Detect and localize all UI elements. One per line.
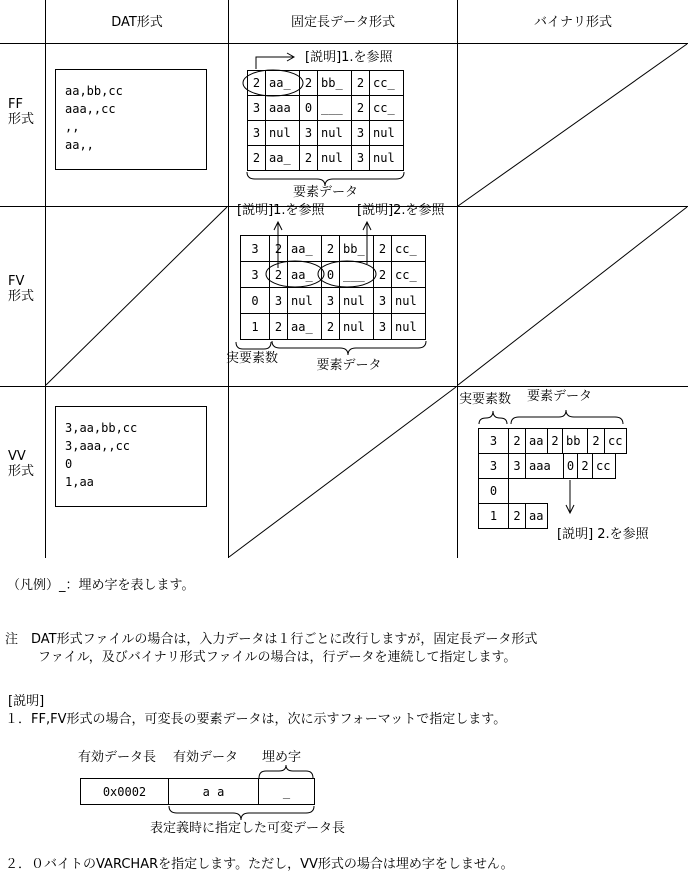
legend-text: （凡例）_：埋め字を表します。	[7, 578, 195, 593]
table-cell: 2	[269, 235, 288, 262]
ff-dat-line: ,,	[65, 120, 80, 134]
fmt-caption: 表定義時に指定した可変データ長	[150, 821, 346, 836]
row-label-fv	[8, 274, 34, 304]
table-cell: aaa	[525, 453, 564, 479]
ff-dat-line: aa,bb,cc	[65, 84, 123, 98]
ff-ref-label: [説明]1.を参照	[305, 50, 393, 65]
table-cell: 3	[351, 120, 370, 146]
table-row	[478, 453, 627, 479]
row-label-vv-line2: 形式	[8, 464, 35, 479]
ff-under-brace	[247, 172, 404, 186]
row-label-ff	[8, 97, 34, 127]
table-cell: 2	[299, 145, 318, 171]
table-cell: nul	[317, 120, 352, 146]
fv-count-brace	[236, 342, 271, 349]
grid-hline-ff-fv	[0, 206, 688, 207]
fv-ref-label-1: [説明]1.を参照	[237, 203, 325, 218]
fv-data-brace	[272, 341, 426, 355]
table-cell: 0	[299, 95, 318, 121]
fmt-label-data: 有効データ	[173, 750, 239, 765]
table-cell: nul	[391, 313, 426, 340]
table-cell: nul	[317, 145, 352, 171]
vv-data-label: 要素データ	[527, 389, 593, 404]
fmt-table	[80, 778, 315, 805]
row-label-vv	[8, 449, 34, 479]
table-cell: nul	[369, 120, 404, 146]
vv-dat-box	[55, 406, 207, 507]
table-row	[80, 778, 315, 805]
note-line2: ファイル，及びバイナリ形式ファイルの場合は，行データを連続して指定します。	[38, 650, 517, 665]
table-cell: bb_	[339, 235, 374, 262]
row-label-fv-line1: FV	[8, 274, 25, 289]
table-cell: 3	[240, 261, 270, 288]
ff-dat-line: aaa,,cc	[65, 102, 116, 116]
row-label-fv-line2: 形式	[8, 289, 35, 304]
desc-item1: １．FF,FV形式の場合，可変長の要素データは，次に示すフォーマットで指定します。	[5, 712, 507, 727]
table-cell: 2	[508, 428, 526, 454]
table-cell: 2	[321, 313, 340, 340]
vv-binary-table	[478, 428, 627, 529]
table-row	[247, 95, 404, 121]
table-cell: aa_	[287, 313, 322, 340]
fmt-cell-length: 0x0002	[80, 778, 169, 805]
diagonal-ff-binary	[458, 44, 687, 206]
table-cell: aa_	[265, 145, 300, 171]
fmt-label-pad: 埋め字	[262, 750, 302, 765]
desc-heading: [説明]	[8, 694, 45, 709]
table-cell: 0	[240, 287, 270, 314]
table-cell: 2	[269, 313, 288, 340]
table-cell: nul	[287, 287, 322, 314]
table-cell: 3	[373, 287, 392, 314]
table-cell: bb_	[317, 70, 352, 96]
table-cell: 3	[299, 120, 318, 146]
table-cell: cc_	[391, 235, 426, 262]
fv-data-label: 要素データ	[316, 358, 382, 373]
table-cell: cc_	[369, 70, 404, 96]
ff-ref-arrowhead	[287, 53, 294, 61]
ff-ref-arrow	[256, 57, 293, 69]
table-cell: nul	[369, 145, 404, 171]
fmt-pad-brace	[259, 765, 313, 778]
ff-fixed-table	[247, 70, 404, 171]
table-cell: 2	[508, 503, 526, 529]
grid-vline-1	[45, 0, 46, 558]
vv-count-label: 実要素数	[459, 392, 512, 407]
ff-dat-line: aa,,	[65, 138, 94, 152]
table-cell: cc_	[369, 95, 404, 121]
table-cell: aa	[525, 503, 548, 529]
grid-hline-header	[0, 43, 688, 44]
vv-dat-line: 3,aa,bb,cc	[65, 421, 138, 435]
table-cell: 3	[247, 120, 266, 146]
col-header-fixed: 固定長データ形式	[290, 15, 395, 30]
note-line1: DAT形式ファイルの場合は，入力データは１行ごとに改行しますが，固定長データ形式	[31, 632, 538, 647]
ff-brace-label: 要素データ	[292, 185, 358, 200]
table-cell: ___	[339, 261, 374, 288]
table-row	[240, 313, 426, 340]
table-cell: cc_	[391, 261, 426, 288]
table-cell: 3	[351, 145, 370, 171]
fmt-caption-brace	[169, 806, 314, 820]
col-header-binary: バイナリ形式	[533, 15, 612, 30]
table-cell: nul	[339, 287, 374, 314]
table-cell: aa_	[287, 261, 322, 288]
table-cell: 3	[240, 235, 270, 262]
row-label-ff-line2: 形式	[8, 112, 35, 127]
table-cell: aa_	[265, 70, 300, 96]
grid-hline-fv-vv	[0, 386, 688, 387]
table-cell: 3	[269, 287, 288, 314]
vv-dat-line: 1,aa	[65, 475, 94, 489]
table-cell: nul	[339, 313, 374, 340]
table-row	[247, 70, 404, 96]
table-cell: 0	[321, 261, 340, 288]
table-cell: 3	[478, 428, 509, 454]
table-cell: nul	[391, 287, 426, 314]
table-row	[478, 478, 627, 504]
fv-count-label: 実要素数	[226, 351, 279, 366]
table-cell: 2	[351, 70, 370, 96]
row-label-vv-line1: VV	[8, 449, 26, 464]
table-cell: 3	[508, 453, 526, 479]
vv-count-brace	[479, 411, 507, 424]
vv-data-brace	[511, 410, 623, 424]
table-cell: 2	[351, 95, 370, 121]
table-cell: aa	[525, 428, 548, 454]
vv-dat-text	[56, 407, 206, 491]
table-cell: 2	[373, 235, 392, 262]
table-cell: 3	[373, 313, 392, 340]
fv-ref-label-2: [説明]2.を参照	[357, 203, 445, 218]
vv-ref-label: [説明] 2.を参照	[557, 527, 649, 542]
ff-dat-box	[55, 69, 207, 170]
table-cell: 2	[587, 428, 605, 454]
fv-fixed-table	[240, 235, 426, 340]
table-cell: 2	[577, 453, 593, 479]
vv-dat-line: 0	[65, 457, 73, 471]
table-cell: 2	[247, 145, 266, 171]
fmt-label-length: 有効データ長	[78, 750, 157, 765]
table-cell: cc	[592, 453, 616, 479]
table-cell: 2	[321, 235, 340, 262]
diagonal-vv-fixed	[229, 387, 456, 557]
table-row	[247, 145, 404, 171]
table-cell: 2	[269, 261, 288, 288]
table-cell: 0	[563, 453, 578, 479]
table-cell: 3	[321, 287, 340, 314]
table-cell: 0	[478, 478, 509, 504]
table-cell: aa_	[287, 235, 322, 262]
note-mark: 注	[5, 632, 19, 647]
table-cell: cc	[604, 428, 627, 454]
table-cell: aaa	[265, 95, 300, 121]
grid-vline-2	[228, 0, 229, 558]
fv-ref-arrowhead-2	[363, 222, 371, 230]
table-cell: 3	[247, 95, 266, 121]
table-cell: 1	[240, 313, 270, 340]
row-label-ff-line1: FF	[8, 97, 23, 112]
table-cell: nul	[265, 120, 300, 146]
table-cell: ___	[317, 95, 352, 121]
table-cell: 1	[478, 503, 509, 529]
table-row	[478, 503, 627, 529]
table-cell: bb	[562, 428, 588, 454]
table-cell: 2	[547, 428, 563, 454]
col-header-dat: DAT形式	[111, 15, 163, 30]
table-cell: 2	[373, 261, 392, 288]
table-cell: 2	[247, 70, 266, 96]
ff-dat-text	[56, 70, 206, 154]
fmt-cell-pad: _	[258, 778, 315, 805]
fv-ref-arrowhead-1	[274, 222, 282, 230]
fmt-cell-data: a a	[168, 778, 259, 805]
table-row	[478, 428, 627, 454]
table-row	[240, 261, 426, 288]
diagonal-fv-binary	[458, 207, 687, 385]
desc-item2: ２．０バイトのVARCHARを指定します。ただし，VV形式の場合は埋め字をしません。	[5, 857, 514, 872]
table-row	[240, 235, 426, 262]
table-cell: 2	[299, 70, 318, 96]
table-cell: 3	[478, 453, 509, 479]
table-row	[247, 120, 404, 146]
diagonal-fv-dat	[46, 207, 227, 385]
vv-dat-line: 3,aaa,,cc	[65, 439, 131, 453]
table-row	[240, 287, 426, 314]
grid-vline-3	[457, 0, 458, 558]
